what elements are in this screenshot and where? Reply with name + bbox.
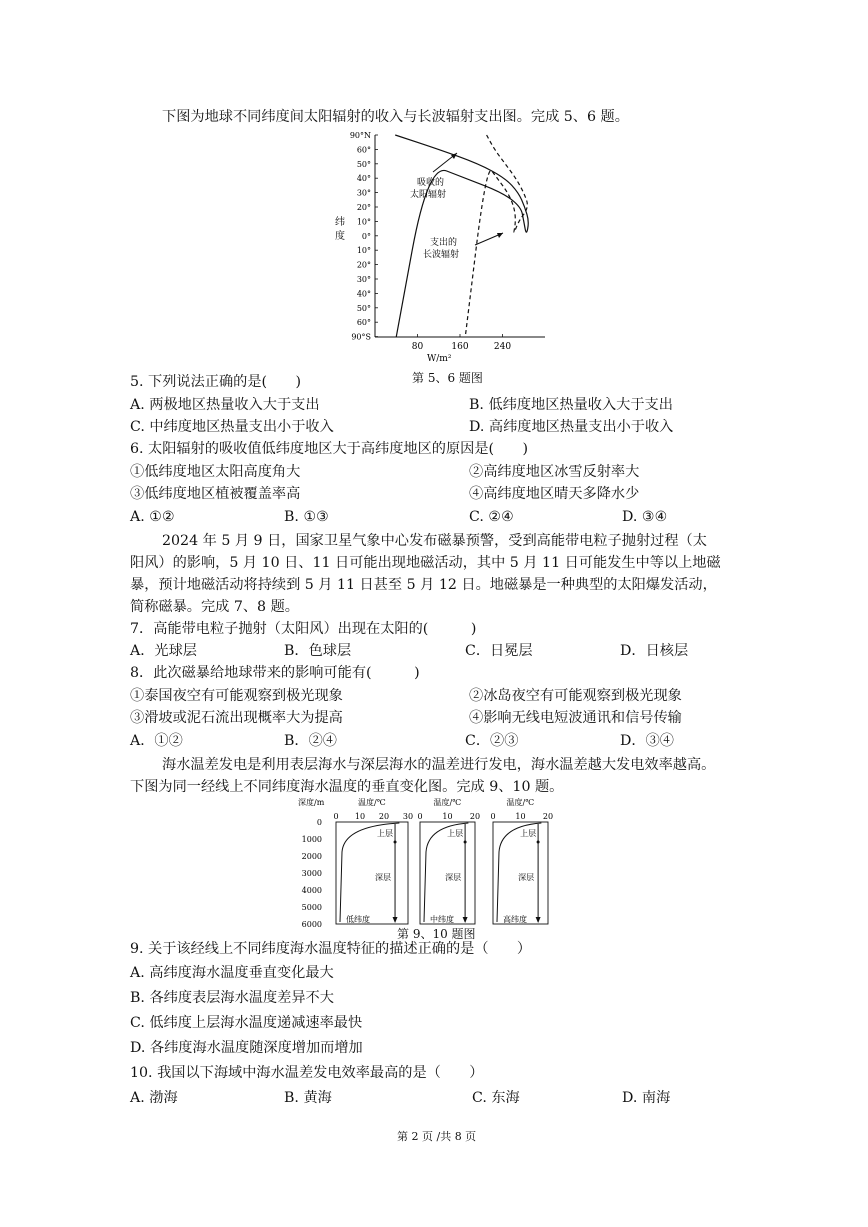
temperature-tick-label: 10 [515,812,526,821]
q6-option-c: C. ②④ [469,509,514,525]
q5-option-a: A. 两极地区热量收入大于支出 [130,397,320,413]
temperature-tick-label: 30 [402,812,414,821]
depth-tick-label: 6000 [301,920,322,929]
q6-statement-1: ①低纬度地区太阳高度角大 [130,464,301,480]
panel-frame [336,822,408,924]
arrowhead [393,917,398,923]
q10-option-d: D. 南海 [622,1090,671,1106]
temperature-tick-label: 20 [378,812,390,821]
q6-stem: 6. 太阳辐射的吸收值低纬度地区大于高纬度地区的原因是( ) [130,441,528,457]
y-axis-label-1: 纬 [335,217,345,228]
upper-layer-label: 上层 [377,829,394,838]
latitude-zone-label: 高纬度 [503,915,527,924]
q8-statement-2: ②冰岛夜空有可能观察到极光现象 [469,688,682,704]
label-emitted-1: 支出的 [430,238,458,248]
ocean-temperature-figure [296,795,556,930]
x-tick-label: 240 [493,342,512,352]
temperature-tick-label: 20 [542,812,554,821]
q9-option-d: D. 各纬度海水温度随深度增加而增加 [130,1040,363,1056]
intro-q7-8-line-1: 2024 年 5 月 9 日，国家卫星气象中心发布磁暴预警，受到高能带电粒子抛射过程（太 [162,533,707,549]
latitude-tick-label: 30° [356,275,371,284]
label-emitted-2: 长波辐射 [423,250,460,260]
q8-statement-1: ①泰国夜空有可能观察到极光现象 [130,688,343,704]
q8-option-c: C．②③ [465,733,519,749]
depth-tick-label: 4000 [301,886,322,895]
latitude-tick-label: 60° [356,145,371,155]
latitude-tick-label: 20° [356,260,371,270]
latitude-tick-label: 50° [356,159,371,169]
depth-tick-label: 0 [316,818,322,827]
q6-statement-2: ②高纬度地区冰雪反射率大 [469,464,640,480]
page-footer: 第 2 页 /共 8 页 [397,1130,477,1143]
y-axis-label-2: 度 [335,231,345,242]
absorbed-solar-radiation-line [395,135,528,337]
depth-axis-label: 深度/m [298,798,325,807]
latitude-tick-label: 60° [356,318,371,328]
depth-tick-label: 1000 [301,835,322,844]
latitude-zone-label: 中纬度 [430,915,454,924]
q5-option-c: C. 中纬度地区热量支出小于收入 [130,419,334,435]
latitude-tick-label: 30° [356,188,371,198]
temperature-axis-label: 温度/℃ [506,798,535,807]
x-tick-label: 80 [411,342,424,352]
upper-layer-label: 上层 [447,829,464,838]
temperature-panel-2 [417,797,480,924]
latitude-tick-label: 10° [356,246,371,256]
q8-option-b: B．②④ [284,733,337,749]
temperature-tick-label: 0 [417,812,423,821]
latitude-tick-label: 10° [356,217,371,227]
label-absorbed-1: 吸收的 [417,178,445,188]
q8-option-a: A．①② [130,733,183,749]
q7-stem: 7．高能带电粒子抛射（太阳风）出现在太阳的( ) [130,621,477,637]
layer-boundary-dot [464,841,467,844]
upper-layer-label: 上层 [520,829,537,838]
depth-tick-label: 2000 [301,852,322,861]
latitude-tick-label: 40° [356,174,371,184]
q7-option-b: B．色球层 [284,643,352,659]
arrowhead [463,917,468,923]
q7-option-d: D．日核层 [620,643,689,659]
depth-tick-label: 5000 [301,903,322,912]
intro-q7-8-line-3: 暴，预计地磁活动将持续到 5 月 11 日甚至 5 月 12 日。地磁暴是一种典型的太阳爆发活动， [130,577,717,593]
latitude-tick-label: 90°N [349,131,371,140]
temperature-tick-label: 10 [354,812,366,821]
x-axis-unit: W/m² [427,354,452,364]
q10-stem: 10. 我国以下海域中海水温差发电效率最高的是（ ） [130,1065,484,1081]
q10-option-b: B. 黄海 [284,1090,332,1106]
temperature-axis-label: 温度/℃ [433,798,462,807]
q9-option-a: A. 高纬度海水温度垂直变化最大 [130,965,334,981]
q10-option-c: C. 东海 [472,1090,520,1106]
intro-q7-8-line-2: 阳风）的影响，5 月 10 日、11 日可能出现地磁活动，其中 5 月 11 日可能发生中等以上地磁 [130,555,721,571]
q6-statement-4: ④高纬度地区晴天多降水少 [469,486,640,502]
q8-statement-4: ④影响无线电短波通讯和信号传输 [469,710,682,726]
q7-option-c: C．日冕层 [465,643,533,659]
q9-option-c: C. 低纬度上层海水温度递减速率最快 [130,1015,363,1031]
depth-tick-label: 3000 [301,869,322,878]
layer-boundary-dot [394,841,397,844]
q8-stem: 8．此次磁暴给地球带来的影响可能有( ) [130,665,420,681]
intro-q5-6: 下图为地球不同纬度间太阳辐射的收入与长波辐射支出图。完成 5、6 题。 [162,109,629,125]
q7-option-a: A．光球层 [130,643,197,659]
q5-stem: 5. 下列说法正确的是( ) [130,374,301,390]
q8-option-d: D．③④ [620,733,674,749]
label-absorbed-2: 太阳辐射 [410,190,447,200]
temperature-axis-label: 温度/℃ [358,798,386,807]
q10-option-a: A. 渤海 [130,1090,178,1106]
q6-option-b: B. ①③ [284,509,329,525]
temperature-panel-1 [333,797,413,924]
latitude-tick-label: 40° [356,289,371,299]
temperature-tick-label: 20 [469,812,481,821]
intro-q9-10-line-2: 下图为同一经线上不同纬度海水温度的垂直变化图。完成 9、10 题。 [130,779,564,795]
deep-layer-label: 深层 [445,873,462,882]
arrowhead [536,917,541,923]
intro-q7-8-line-4: 简称磁暴。完成 7、8 题。 [130,599,299,615]
intro-q9-10-line-1: 海水温差发电是利用表层海水与深层海水的温差进行发电，海水温差越大发电效率越高。 [162,757,716,773]
x-tick-label: 160 [451,342,469,352]
temperature-tick-label: 0 [490,812,496,821]
latitude-tick-label: 50° [356,303,371,313]
q8-statement-3: ③滑坡或泥石流出现概率大为提高 [130,710,343,726]
latitude-tick-label: 20° [356,203,371,212]
q6-statement-3: ③低纬度地区植被覆盖率高 [130,486,301,502]
layer-boundary-dot [537,841,540,844]
q6-option-d: D. ③④ [622,509,668,525]
deep-layer-label: 深层 [375,873,392,882]
q5-option-d: D. 高纬度地区热量支出小于收入 [469,419,674,435]
q9-option-b: B. 各纬度表层海水温度差异不大 [130,990,334,1006]
latitude-zone-label: 低纬度 [346,915,370,924]
q9-stem: 9. 关于该经线上不同纬度海水温度特征的描述正确的是（ ） [130,941,532,957]
latitude-tick-label: 90°S [351,332,371,342]
q6-option-a: A. ①② [130,509,175,525]
temperature-tick-label: 10 [442,812,453,821]
figure-caption-2: 第 9、10 题图 [397,927,476,941]
temperature-panel-3 [490,797,553,924]
radiation-chart [325,127,555,367]
figure-caption-1: 第 5、6 题图 [412,371,483,385]
q5-option-b: B. 低纬度地区热量收入大于支出 [469,397,673,413]
temperature-tick-label: 0 [333,812,339,821]
latitude-tick-label: 0° [361,231,371,241]
deep-layer-label: 深层 [518,873,535,882]
